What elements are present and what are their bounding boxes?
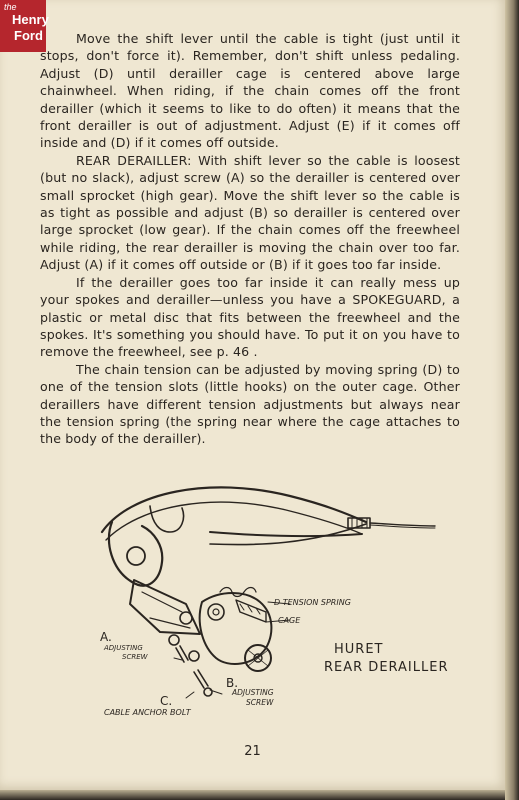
label-cable-anchor-bolt: CABLE ANCHOR BOLT bbox=[104, 708, 191, 717]
paragraph-rear-derailler: REAR DERAILLER: With shift lever so the cable is loosest (but no slack), adjust screw (A) so the derailler is centered over small sprocket (high gear). Move the shift lever so the cable is as tight as possible and adjust (B) so derailler is centered over large sprocket (low gear). If the chain comes off the freewheel while riding, the rear derailler is moving the chain over too far. Adjust (A) if it comes off outside or (B) if it goes too far inside. bbox=[40, 152, 460, 273]
label-b-screw: SCREW bbox=[246, 698, 274, 707]
label-a: A. bbox=[100, 630, 112, 644]
paragraph-spokeguard: If the derailler goes too far inside it can really mess up your spokes and derailler—unless you have a SPOKEGUARD, a plastic or metal disc that fits between the freewheel and the spokes. It's something you should have. To put it on you have to remove the freewheel, see p. 46 . bbox=[40, 274, 460, 360]
page-number: 21 bbox=[244, 744, 261, 759]
logo-line-ford: Ford bbox=[14, 28, 43, 43]
paragraph-front-derailler: Move the shift lever until the cable is tight (just until it stops, don't force it). Remember, don't shift unless pedaling. Adjust (D) until derailler cage is centered above large chainwheel. When riding, if the chain comes off the front derailler (which it seems to like to do often) it means that the front derailler is out of adjustment. Adjust (E) if it comes off inside and (D) if it comes off outside. bbox=[40, 31, 460, 151]
derailler-drawing bbox=[90, 462, 480, 722]
body-text bbox=[40, 30, 460, 448]
label-c: C. bbox=[160, 694, 173, 708]
figure-title-rear-derailler: REAR DERAILLER bbox=[324, 660, 449, 675]
derailler-illustration bbox=[90, 462, 480, 722]
page-bottom-edge bbox=[0, 790, 505, 800]
label-tension-spring: D TENSION SPRING bbox=[274, 598, 351, 607]
label-a-adjusting: ADJUSTING bbox=[104, 644, 143, 652]
paragraph-chain-tension: The chain tension can be adjusted by moving spring (D) to one of the tension slots (little hooks) on the outer cage. Other deraillers have different tension adjustments but always near the tension spring (the spring near where the cage attaches to the body of the derailler). bbox=[40, 361, 460, 447]
label-cage: CAGE bbox=[278, 616, 301, 625]
logo-line-the: the bbox=[4, 2, 17, 12]
figure-title-huret: HURET bbox=[334, 642, 384, 657]
label-a-screw: SCREW bbox=[122, 653, 148, 661]
label-b-adjusting: ADJUSTING bbox=[232, 688, 274, 697]
label-b: B. bbox=[226, 676, 239, 690]
page-binding-edge bbox=[505, 0, 519, 800]
logo-line-henry: Henry bbox=[12, 12, 49, 27]
